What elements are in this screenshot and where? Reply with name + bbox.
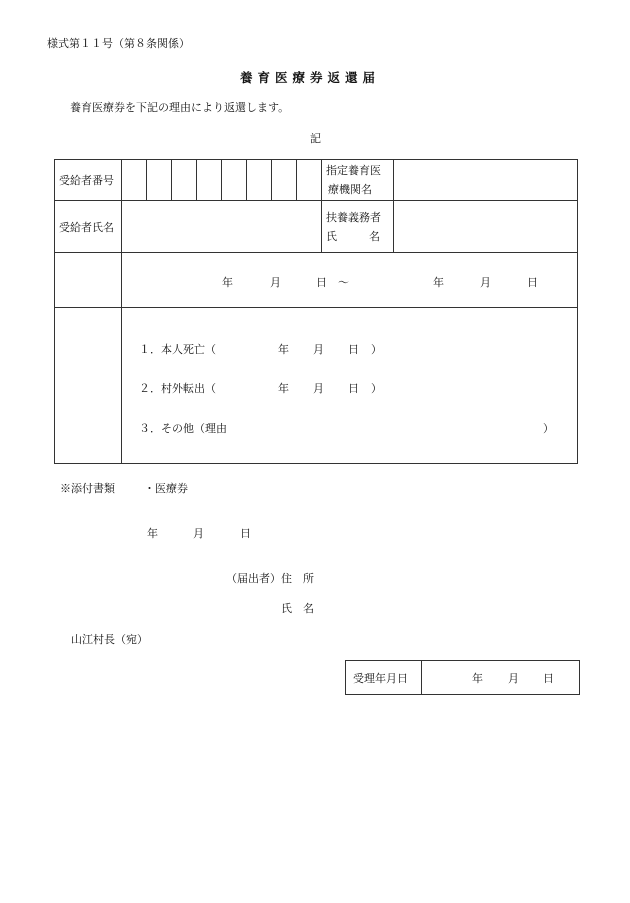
guardian-label (322, 201, 394, 253)
reason-death: １．本人死亡（ (139, 342, 216, 356)
reason-moveout-year: 年 (278, 381, 289, 395)
guardian-label-shi: 氏 (326, 229, 337, 243)
designated-institution-field[interactable] (394, 160, 578, 201)
applicant-address-label: （届出者）住 所 (226, 572, 314, 585)
received-date-table (345, 660, 580, 695)
reason-label-cell (55, 308, 122, 464)
reason-moveout-day: 日 (348, 381, 359, 395)
received-month: 月 (508, 672, 519, 685)
attachment-item: ・医療券 (144, 482, 188, 495)
period-field[interactable] (122, 253, 578, 308)
intro-text: 養育医療券を下記の理由により返還します。 (70, 101, 290, 114)
page-title: 養育医療券返還届 (240, 70, 381, 85)
designated-institution-label-line2: 療機関名 (328, 183, 372, 196)
received-date-field[interactable] (422, 661, 580, 695)
recipient-number-digit[interactable] (147, 160, 172, 201)
reason-other-close: ） (543, 421, 554, 435)
date-month: 月 (193, 527, 204, 540)
reason-death-month: 月 (313, 342, 324, 356)
recipient-name-label: 受給者氏名 (55, 201, 122, 253)
recipient-number-digit[interactable] (247, 160, 272, 201)
recipient-number-digit[interactable] (122, 160, 147, 201)
recipient-number-digit[interactable] (272, 160, 297, 201)
period-start-year: 年 (222, 275, 233, 289)
reason-other: ３．その他（理由 (139, 421, 227, 435)
reason-moveout-close: ） (371, 381, 382, 395)
reason-field[interactable] (122, 308, 578, 464)
recipient-number-digit[interactable] (297, 160, 322, 201)
received-day: 日 (543, 672, 554, 685)
addressee: 山江村長（宛） (71, 633, 148, 646)
designated-institution-label (322, 160, 394, 201)
period-end-day: 日 (527, 275, 538, 289)
applicant-name-label: 氏 名 (281, 602, 314, 615)
attachment-label: ※添付書類 (60, 482, 115, 495)
date-day: 日 (240, 527, 251, 540)
ki-label: 記 (310, 132, 321, 145)
return-form-table (54, 159, 578, 464)
guardian-label-mei: 名 (369, 229, 380, 243)
period-end-month: 月 (480, 275, 491, 289)
received-year: 年 (472, 672, 483, 685)
period-tilde: 〜 (338, 275, 349, 289)
recipient-number-label: 受給者番号 (55, 160, 122, 201)
reason-death-year: 年 (278, 342, 289, 356)
reason-moveout: ２．村外転出（ (139, 381, 216, 395)
period-start-day: 日 (316, 275, 327, 289)
period-end-year: 年 (433, 275, 444, 289)
form-number: 様式第１１号（第８条関係） (47, 37, 190, 50)
received-date-label: 受理年月日 (346, 661, 422, 695)
designated-institution-label-line1: 指定養育医 (326, 164, 381, 177)
reason-death-day: 日 (348, 342, 359, 356)
date-year: 年 (147, 527, 158, 540)
recipient-name-field[interactable] (122, 201, 322, 253)
period-start-month: 月 (270, 275, 281, 289)
guardian-label-line1: 扶養義務者 (326, 210, 381, 224)
reason-death-close: ） (371, 342, 382, 356)
recipient-number-digit[interactable] (172, 160, 197, 201)
period-label-cell (55, 253, 122, 308)
recipient-number-digit[interactable] (222, 160, 247, 201)
reason-moveout-month: 月 (313, 381, 324, 395)
guardian-name-field[interactable] (394, 201, 578, 253)
recipient-number-digit[interactable] (197, 160, 222, 201)
